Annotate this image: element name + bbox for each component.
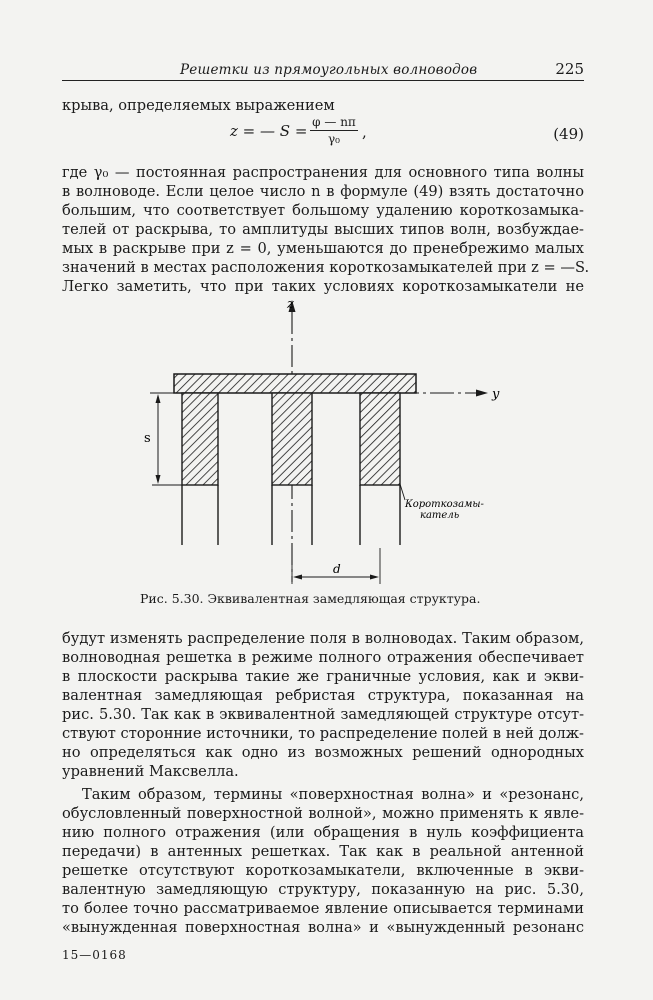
equation-lhs: z = — S = [230, 122, 308, 140]
text-line: будут изменять распределение поля в волноводах. Таким образом, [62, 630, 584, 647]
equation-number: (49) [553, 125, 584, 143]
text-line: «вынужденная поверхностная волна» и «вынужденный резонанс [62, 919, 584, 936]
dimension-s-label: s [144, 431, 151, 446]
leader-line [400, 484, 405, 500]
short-circuit-label-1: Короткозамы- [405, 499, 484, 510]
equation-comma: , [362, 123, 367, 141]
waveguide-walls [182, 485, 400, 545]
running-title: Решетки из прямоугольных волноводов [180, 62, 478, 78]
printer-signature: 15—0168 [62, 948, 127, 962]
text-line: крыва, определяемых выражением [62, 97, 335, 114]
text-line: ствуют сторонние источники, то распределение полей в ней долж- [62, 725, 584, 742]
page-number: 225 [555, 60, 584, 78]
text-line: но определяться как одно из возможных решений однородных [62, 744, 584, 761]
text-line: рис. 5.30. Так как в эквивалентной замедляющей структуре отсут- [62, 706, 584, 723]
dimension-d-label: d [333, 562, 341, 576]
fin-2 [272, 393, 312, 485]
z-axis-label: z [287, 297, 294, 312]
text-line: то более точно рассматриваемое явление описывается терминами [62, 900, 584, 917]
fin-3 [360, 393, 400, 485]
text-line: волноводная решетка в режиме полного отражения обеспечивает [62, 649, 584, 666]
text-line: обусловленный поверхностной волной», можно применять к явле- [62, 805, 584, 822]
text-line: нию полного отражения (или обращения в нуль коэффициента [62, 824, 584, 841]
text-line: передачи) в антенных решетках. Так как в реальной антенной [62, 843, 584, 860]
text-line: валентная замедляющая ребристая структура, показанная на [62, 687, 584, 704]
y-axis-arrow-icon [476, 390, 488, 397]
text-line: мых в раскрыве при z = 0, уменьшаются до пренебрежимо малых [62, 240, 584, 257]
text-line: значений в местах расположения короткозамыкателей при z = —S. [62, 259, 590, 276]
fin-1 [182, 393, 218, 485]
text-line: Таким образом, термины «поверхностная волна» и «резонанс, [82, 786, 584, 803]
text-line: телей от раскрыва, то амплитуды высших типов волн, возбуждае- [62, 221, 584, 238]
text-line: уравнений Максвелла. [62, 763, 239, 780]
text-line: где γ₀ — постоянная распространения для основного типа волны [62, 164, 584, 181]
short-circuit-label-2: катель [420, 510, 460, 521]
equation-denominator: γ₀ [328, 132, 340, 146]
top-plate [174, 374, 416, 393]
figure-caption: Рис. 5.30. Эквивалентная замедляющая структура. [140, 591, 481, 606]
equation-numerator: φ — nπ [310, 114, 358, 131]
text-line: решетке отсутствуют короткозамыкатели, включенные в экви- [62, 862, 584, 879]
text-line: большим, что соответствует большому удалению короткозамыка- [62, 202, 584, 219]
dimension-s [152, 393, 182, 485]
text-line: валентную замедляющую структуру, показанную на рис. 5.30, [62, 881, 584, 898]
text-line: в плоскости раскрыва такие же граничные условия, как и экви- [62, 668, 584, 685]
text-line: в волноводе. Если целое число n в формуле (49) взять достаточно [62, 183, 584, 200]
text-line: Легко заметить, что при таких условиях короткозамыкатели не [62, 278, 584, 295]
y-axis-label: y [492, 387, 500, 402]
